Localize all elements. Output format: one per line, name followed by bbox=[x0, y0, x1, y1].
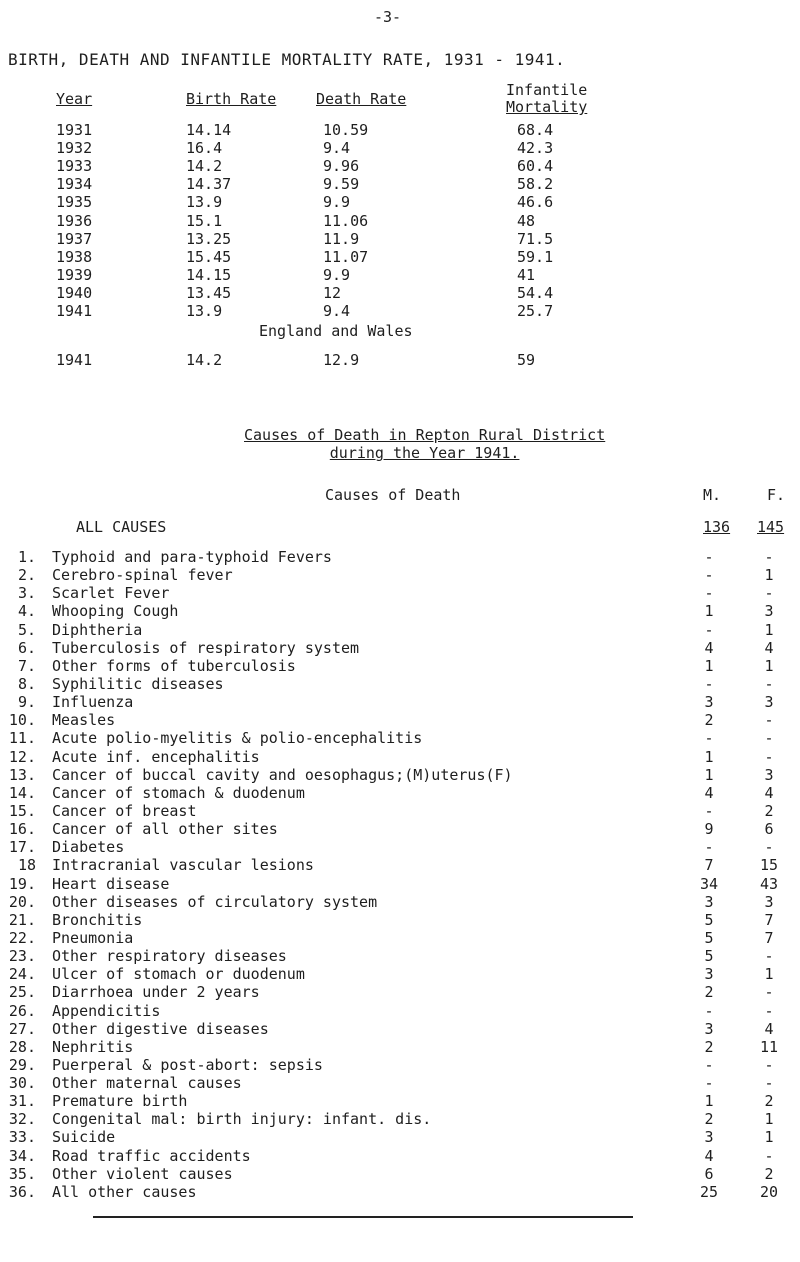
cause-row bbox=[0, 584, 800, 601]
cause-female-count: 3 bbox=[764, 892, 774, 911]
cause-number: 5. bbox=[17, 620, 36, 639]
rate-year: 1931 bbox=[56, 121, 93, 139]
cause-name: Whooping Cough bbox=[52, 602, 179, 621]
cause-row bbox=[0, 965, 800, 982]
cause-name: Diphtheria bbox=[52, 620, 143, 639]
cause-name: Other digestive diseases bbox=[52, 1019, 269, 1038]
cause-number: 27. bbox=[8, 1019, 36, 1038]
cause-male-count: 9 bbox=[704, 820, 714, 839]
cause-number: 22. bbox=[8, 928, 36, 947]
cause-female-count: - bbox=[764, 584, 774, 603]
cause-female-count: 43 bbox=[759, 874, 779, 893]
causes-title-line2: during the Year 1941. bbox=[329, 444, 520, 462]
cause-female-count: 3 bbox=[764, 765, 774, 784]
birth-rate: 15.1 bbox=[186, 211, 223, 230]
cause-female-count: - bbox=[764, 983, 774, 1002]
birth-rate: 16.4 bbox=[186, 139, 223, 158]
infant-mortality: 59.1 bbox=[517, 247, 554, 266]
england-wales-row bbox=[0, 351, 800, 368]
infant-mortality: 68.4 bbox=[517, 121, 554, 139]
infant-mortality: 58.2 bbox=[517, 175, 554, 194]
rate-year: 1934 bbox=[56, 175, 93, 194]
cause-number: 13. bbox=[8, 765, 36, 784]
rate-year: 1940 bbox=[56, 283, 93, 302]
cause-name: Diarrhoea under 2 years bbox=[52, 983, 260, 1002]
cause-female-count: - bbox=[764, 838, 774, 857]
cause-number: 16. bbox=[8, 820, 36, 839]
death-rate: 9.9 bbox=[323, 265, 351, 284]
cause-row bbox=[0, 729, 800, 746]
cause-row bbox=[0, 1056, 800, 1073]
cause-male-count: - bbox=[704, 620, 714, 639]
cause-female-count: - bbox=[764, 729, 774, 748]
rates-header-birth: Birth Rate bbox=[186, 90, 277, 108]
england-wales-label: England and Wales bbox=[259, 322, 413, 340]
cause-female-count: 3 bbox=[764, 602, 774, 621]
cause-female-count: 1 bbox=[764, 965, 774, 984]
cause-number: 10. bbox=[8, 711, 36, 730]
cause-female-count: - bbox=[764, 947, 774, 966]
cause-male-count: - bbox=[704, 584, 714, 603]
cause-name: Puerperal & post-abort: sepsis bbox=[52, 1055, 323, 1074]
cause-male-count: 1 bbox=[704, 1092, 714, 1111]
rates-row bbox=[0, 157, 800, 174]
cause-male-count: 3 bbox=[704, 965, 714, 984]
rates-header-infant-line2: Mortality bbox=[506, 98, 588, 116]
cause-name: Ulcer of stomach or duodenum bbox=[52, 965, 305, 984]
cause-male-count: 2 bbox=[704, 711, 714, 730]
death-rate: 9.9 bbox=[323, 193, 351, 212]
rate-year: 1932 bbox=[56, 139, 93, 158]
cause-name: Typhoid and para-typhoid Fevers bbox=[52, 548, 332, 566]
rates-row bbox=[0, 175, 800, 192]
birth-rate: 14.37 bbox=[186, 175, 232, 194]
rates-header-year: Year bbox=[56, 90, 93, 108]
cause-male-count: - bbox=[704, 674, 714, 693]
infant-mortality: 71.5 bbox=[517, 229, 554, 248]
rate-year: 1935 bbox=[56, 193, 93, 212]
rates-row bbox=[0, 284, 800, 301]
cause-male-count: 4 bbox=[704, 1146, 714, 1165]
cause-name: Intracranial vascular lesions bbox=[52, 856, 314, 875]
cause-number: 31. bbox=[8, 1092, 36, 1111]
death-rate: 11.07 bbox=[323, 247, 369, 266]
rate-year: 1937 bbox=[56, 229, 93, 248]
cause-male-count: 3 bbox=[704, 892, 714, 911]
cause-male-count: 1 bbox=[704, 747, 714, 766]
death-rate: 10.59 bbox=[323, 121, 369, 139]
cause-male-count: - bbox=[704, 1001, 714, 1020]
cause-number: 14. bbox=[8, 783, 36, 802]
cause-row bbox=[0, 766, 800, 783]
cause-name: Cancer of buccal cavity and oesophagus;(M)uterus(F) bbox=[52, 765, 513, 784]
cause-number: 15. bbox=[8, 801, 36, 820]
bottom-rule bbox=[93, 1216, 633, 1218]
ew-infant-mortality: 59 bbox=[517, 351, 536, 369]
birth-rate: 13.9 bbox=[186, 302, 223, 320]
cause-name: Suicide bbox=[52, 1128, 116, 1147]
causes-title-line1: Causes of Death in Repton Rural District bbox=[244, 426, 606, 444]
cause-name: Other violent causes bbox=[52, 1164, 233, 1183]
cause-female-count: 2 bbox=[764, 1164, 774, 1183]
cause-male-count: 4 bbox=[704, 783, 714, 802]
infant-mortality: 60.4 bbox=[517, 157, 554, 176]
cause-row bbox=[0, 711, 800, 728]
rate-year: 1939 bbox=[56, 265, 93, 284]
cause-male-count: 25 bbox=[699, 1182, 719, 1201]
birth-rate: 13.9 bbox=[186, 193, 223, 212]
rates-header-death: Death Rate bbox=[316, 90, 407, 108]
cause-row bbox=[0, 1074, 800, 1091]
cause-female-count: 6 bbox=[764, 820, 774, 839]
cause-row bbox=[0, 983, 800, 1000]
cause-male-count: - bbox=[704, 729, 714, 748]
cause-male-count: 5 bbox=[704, 928, 714, 947]
cause-row bbox=[0, 911, 800, 928]
cause-male-count: 5 bbox=[704, 947, 714, 966]
infant-mortality: 42.3 bbox=[517, 139, 554, 158]
cause-row bbox=[0, 1165, 800, 1182]
cause-name: Acute inf. encephalitis bbox=[52, 747, 260, 766]
cause-number: 35. bbox=[8, 1164, 36, 1183]
cause-name: Nephritis bbox=[52, 1037, 134, 1056]
cause-male-count: - bbox=[704, 1074, 714, 1093]
cause-number: 18 bbox=[17, 856, 36, 875]
cause-row bbox=[0, 784, 800, 801]
cause-row bbox=[0, 820, 800, 837]
cause-male-count: 1 bbox=[704, 765, 714, 784]
cause-male-count: 2 bbox=[704, 1037, 714, 1056]
infant-mortality: 41 bbox=[517, 265, 536, 284]
cause-female-count: 15 bbox=[759, 856, 779, 875]
cause-name: Acute polio-myelitis & polio-encephalitis bbox=[52, 729, 423, 748]
cause-male-count: 2 bbox=[704, 983, 714, 1002]
cause-number: 4. bbox=[17, 602, 36, 621]
column-female: F. bbox=[767, 486, 786, 504]
cause-number: 24. bbox=[8, 965, 36, 984]
cause-male-count: 1 bbox=[704, 656, 714, 675]
rates-title: BIRTH, DEATH AND INFANTILE MORTALITY RATE, 1931 - 1941. bbox=[8, 50, 566, 69]
birth-rate: 13.45 bbox=[186, 283, 232, 302]
birth-rate: 13.25 bbox=[186, 229, 232, 248]
cause-male-count: 3 bbox=[704, 693, 714, 712]
rate-year: 1941 bbox=[56, 302, 93, 320]
cause-number: 7. bbox=[17, 656, 36, 675]
cause-number: 11. bbox=[8, 729, 36, 748]
cause-row bbox=[0, 893, 800, 910]
cause-female-count: 1 bbox=[764, 656, 774, 675]
rates-row bbox=[0, 212, 800, 229]
cause-number: 3. bbox=[17, 584, 36, 603]
cause-row bbox=[0, 639, 800, 656]
cause-row bbox=[0, 1110, 800, 1127]
cause-name: Cancer of all other sites bbox=[52, 820, 278, 839]
rates-row bbox=[0, 193, 800, 210]
cause-row bbox=[0, 856, 800, 873]
cause-name: Diabetes bbox=[52, 838, 125, 857]
cause-number: 33. bbox=[8, 1128, 36, 1147]
cause-male-count: 4 bbox=[704, 638, 714, 657]
infant-mortality: 46.6 bbox=[517, 193, 554, 212]
cause-female-count: 2 bbox=[764, 1092, 774, 1111]
cause-row bbox=[0, 566, 800, 583]
cause-name: Cancer of stomach & duodenum bbox=[52, 783, 305, 802]
birth-rate: 14.14 bbox=[186, 121, 232, 139]
rates-header-infant-line1: Infantile bbox=[506, 81, 588, 99]
cause-female-count: - bbox=[764, 1146, 774, 1165]
cause-male-count: - bbox=[704, 566, 714, 585]
rates-row bbox=[0, 266, 800, 283]
death-rate: 9.4 bbox=[323, 302, 351, 320]
cause-row bbox=[0, 1002, 800, 1019]
death-rate: 9.4 bbox=[323, 139, 351, 158]
birth-rate: 14.15 bbox=[186, 265, 232, 284]
cause-row bbox=[0, 621, 800, 638]
cause-name: Other respiratory diseases bbox=[52, 947, 287, 966]
cause-female-count: - bbox=[764, 1074, 774, 1093]
cause-male-count: - bbox=[704, 838, 714, 857]
cause-female-count: 11 bbox=[759, 1037, 779, 1056]
cause-male-count: 6 bbox=[704, 1164, 714, 1183]
cause-male-count: 3 bbox=[704, 1019, 714, 1038]
cause-row bbox=[0, 1038, 800, 1055]
total-male: 136 bbox=[703, 518, 731, 536]
ew-birth-rate: 14.2 bbox=[186, 351, 223, 369]
infant-mortality: 54.4 bbox=[517, 283, 554, 302]
cause-female-count: - bbox=[764, 674, 774, 693]
cause-row bbox=[0, 657, 800, 674]
cause-name: Pneumonia bbox=[52, 928, 134, 947]
page-number: -3- bbox=[374, 8, 402, 26]
cause-name: Measles bbox=[52, 711, 116, 730]
cause-female-count: 1 bbox=[764, 1110, 774, 1129]
cause-female-count: 4 bbox=[764, 1019, 774, 1038]
death-rate: 9.59 bbox=[323, 175, 360, 194]
cause-row bbox=[0, 675, 800, 692]
cause-name: Heart disease bbox=[52, 874, 170, 893]
rates-row bbox=[0, 302, 800, 319]
cause-name: Syphilitic diseases bbox=[52, 674, 224, 693]
cause-name: Cancer of breast bbox=[52, 801, 197, 820]
cause-row bbox=[0, 1092, 800, 1109]
cause-number: 9. bbox=[17, 693, 36, 712]
cause-female-count: 20 bbox=[759, 1182, 779, 1201]
cause-number: 2. bbox=[17, 566, 36, 585]
cause-male-count: 2 bbox=[704, 1110, 714, 1129]
cause-number: 34. bbox=[8, 1146, 36, 1165]
causes-title bbox=[244, 426, 605, 462]
death-rate: 11.9 bbox=[323, 229, 360, 248]
rates-row bbox=[0, 248, 800, 265]
cause-number: 6. bbox=[17, 638, 36, 657]
column-male: M. bbox=[703, 486, 722, 504]
cause-number: 12. bbox=[8, 747, 36, 766]
cause-name: Other diseases of circulatory system bbox=[52, 892, 378, 911]
birth-rate: 14.2 bbox=[186, 157, 223, 176]
cause-male-count: - bbox=[704, 548, 714, 566]
death-rate: 11.06 bbox=[323, 211, 369, 230]
cause-row bbox=[0, 802, 800, 819]
cause-name: Tuberculosis of respiratory system bbox=[52, 638, 360, 657]
cause-male-count: - bbox=[704, 1055, 714, 1074]
rates-header-infant bbox=[506, 82, 587, 116]
rate-year: 1938 bbox=[56, 247, 93, 266]
rates-row bbox=[0, 121, 800, 138]
cause-number: 21. bbox=[8, 910, 36, 929]
cause-row bbox=[0, 1147, 800, 1164]
cause-number: 8. bbox=[17, 674, 36, 693]
cause-row bbox=[0, 929, 800, 946]
cause-name: Scarlet Fever bbox=[52, 584, 170, 603]
cause-row bbox=[0, 548, 800, 565]
cause-number: 20. bbox=[8, 892, 36, 911]
cause-female-count: - bbox=[764, 711, 774, 730]
rate-year: 1936 bbox=[56, 211, 93, 230]
cause-row bbox=[0, 875, 800, 892]
cause-female-count: - bbox=[764, 548, 774, 566]
cause-male-count: 34 bbox=[699, 874, 719, 893]
cause-female-count: - bbox=[764, 1001, 774, 1020]
cause-name: Appendicitis bbox=[52, 1001, 161, 1020]
cause-female-count: 7 bbox=[764, 910, 774, 929]
cause-name: Other maternal causes bbox=[52, 1074, 242, 1093]
cause-name: Cerebro-spinal fever bbox=[52, 566, 233, 585]
cause-row bbox=[0, 748, 800, 765]
cause-female-count: 7 bbox=[764, 928, 774, 947]
cause-number: 17. bbox=[8, 838, 36, 857]
cause-number: 26. bbox=[8, 1001, 36, 1020]
cause-number: 36. bbox=[8, 1182, 36, 1201]
causes-label: Causes of Death bbox=[325, 486, 461, 504]
cause-row bbox=[0, 1183, 800, 1200]
cause-male-count: 5 bbox=[704, 910, 714, 929]
cause-row bbox=[0, 693, 800, 710]
cause-number: 1. bbox=[17, 548, 36, 566]
cause-female-count: 4 bbox=[764, 783, 774, 802]
cause-male-count: 3 bbox=[704, 1128, 714, 1147]
cause-row bbox=[0, 838, 800, 855]
cause-number: 28. bbox=[8, 1037, 36, 1056]
cause-female-count: 2 bbox=[764, 801, 774, 820]
infant-mortality: 25.7 bbox=[517, 302, 554, 320]
cause-row bbox=[0, 1020, 800, 1037]
cause-name: Influenza bbox=[52, 693, 134, 712]
cause-female-count: 3 bbox=[764, 693, 774, 712]
cause-female-count: 1 bbox=[764, 566, 774, 585]
cause-name: Other forms of tuberculosis bbox=[52, 656, 296, 675]
cause-female-count: 4 bbox=[764, 638, 774, 657]
cause-number: 19. bbox=[8, 874, 36, 893]
cause-name: Road traffic accidents bbox=[52, 1146, 251, 1165]
death-rate: 9.96 bbox=[323, 157, 360, 176]
cause-male-count: 7 bbox=[704, 856, 714, 875]
cause-number: 30. bbox=[8, 1074, 36, 1093]
cause-row bbox=[0, 1128, 800, 1145]
cause-number: 25. bbox=[8, 983, 36, 1002]
infant-mortality: 48 bbox=[517, 211, 536, 230]
all-causes-label: ALL CAUSES bbox=[76, 518, 167, 536]
cause-male-count: 1 bbox=[704, 602, 714, 621]
cause-number: 32. bbox=[8, 1110, 36, 1129]
cause-row bbox=[0, 947, 800, 964]
rate-year: 1933 bbox=[56, 157, 93, 176]
cause-name: All other causes bbox=[52, 1182, 197, 1201]
cause-female-count: - bbox=[764, 747, 774, 766]
cause-female-count: 1 bbox=[764, 1128, 774, 1147]
cause-female-count: - bbox=[764, 1055, 774, 1074]
cause-row bbox=[0, 602, 800, 619]
birth-rate: 15.45 bbox=[186, 247, 232, 266]
cause-name: Bronchitis bbox=[52, 910, 143, 929]
cause-female-count: 1 bbox=[764, 620, 774, 639]
total-female: 145 bbox=[757, 518, 785, 536]
cause-male-count: - bbox=[704, 801, 714, 820]
ew-year: 1941 bbox=[56, 351, 93, 369]
rates-row bbox=[0, 139, 800, 156]
death-rate: 12 bbox=[323, 283, 342, 302]
cause-name: Premature birth bbox=[52, 1092, 188, 1111]
cause-number: 23. bbox=[8, 947, 36, 966]
ew-death-rate: 12.9 bbox=[323, 351, 360, 369]
rates-row bbox=[0, 230, 800, 247]
cause-name: Congenital mal: birth injury: infant. dis. bbox=[52, 1110, 432, 1129]
cause-number: 29. bbox=[8, 1055, 36, 1074]
